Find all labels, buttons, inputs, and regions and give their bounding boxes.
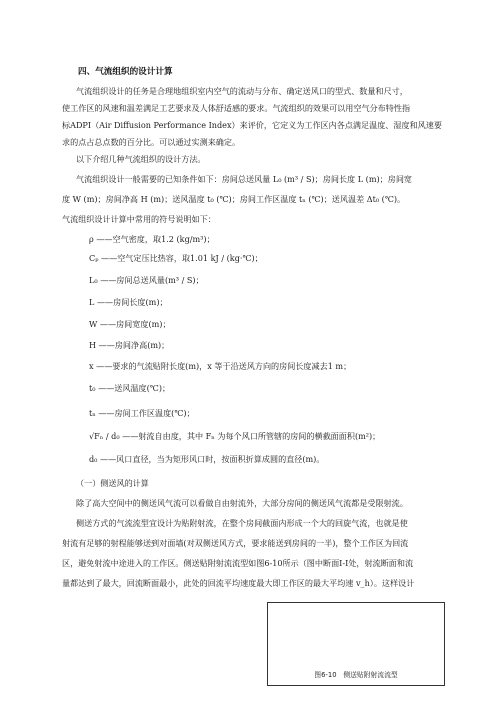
symbol-l: L ——房间长度(m)； [89,297,168,307]
figure-6-10-box [267,602,445,686]
symbol-tn: tₙ ——房间工作区温度(℃)； [89,408,195,418]
subsection-title: （一）侧送风的计算 [76,478,149,488]
symbol-x: x ——要求的气流贴附长度(m)，x 等于沿送风方向的房间长度减去1 m； [89,361,352,371]
symbol-jet-freedom: √Fₙ / d₀ ——射流自由度，其中 Fₙ 为每个风口所管辖的房间的横截面面积(m²)； [89,431,381,441]
symbol-cp: Cₚ ——空气定压比热容，取1.01 kJ / (kg·℃)； [89,253,263,263]
symbol-t0: t₀ ——送风温度(℃)； [89,383,171,393]
symbol-h: H ——房间净高(m)； [89,340,170,350]
section-heading: 四、气流组织的设计计算 [78,67,173,77]
symbol-rho: ρ ——空气密度，取1.2 (kg/m³)； [89,234,215,244]
intro-line-5: 以下介绍几种气流组织的设计方法。 [76,154,206,164]
subsection-line-5: 量都达到了最大，回流断面最小，此处的回流平均速度最大即工作区的最大平均速 v_h）。这样设计 [62,578,415,588]
symbol-l0: L₀ ——房间总送风量(m³ / S)； [89,275,204,285]
symbol-intro-line: 气流组织设计计算中常用的符号说明如下： [62,214,216,224]
subsection-line-4: 区，避免射流中途进入的工作区。侧送贴附射流流型如图6-10所示（图中断面I-I处，射流断面和流 [62,558,414,568]
subsection-line-2: 侧送方式的气流流型宜设计为贴附射流，在整个房间截面内形成一个大的回旋气流，也就是使 [76,518,408,528]
figure-caption: 图6-10 侧送贴附射流流型 [314,671,398,679]
intro-line-4: 求的点占总点数的百分比。可以通过实测来确定。 [62,137,241,147]
intro-line-3: 标ADPI（Air Diffusion Performance Index）来评价，它定义为工作区内各点满足温度、湿度和风速要 [62,120,442,130]
intro-line-1: 气流组织设计的任务是合理地组织室内空气的流动与分布、确定送风口的型式、数量和尺寸， [76,86,408,96]
symbol-w: W ——房间宽度(m)； [89,319,171,329]
known-conditions-line-2: 度 W (m)；房间净高 H (m)；送风温度 t₀ (℃)；房间工作区温度 tₙ (℃)；送风温差 Δt₀ (℃)。 [62,194,406,204]
subsection-line-1: 除了高大空间中的侧送风气流可以看做自由射流外，大部分房间的侧送风气流都是受限射流。 [76,498,408,508]
known-conditions-line-1: 气流组织设计一般需要的已知条件如下：房间总送风量 L₀ (m³ / S)；房间长度 L (m)；房间宽 [76,174,413,184]
intro-line-2: 使工作区的风速和温差满足工艺要求及人体舒适感的要求。气流组织的效果可以用空气分布特性指 [62,103,411,113]
subsection-line-3: 射流有足够的射程能够送到对面墙(对双侧送风方式，要求能送到房间的一半)，整个工作区为回流 [62,538,409,548]
symbol-d0: d₀ ——风口直径，当为矩形风口时，按面积折算成圆的直径(m)。 [89,454,325,464]
